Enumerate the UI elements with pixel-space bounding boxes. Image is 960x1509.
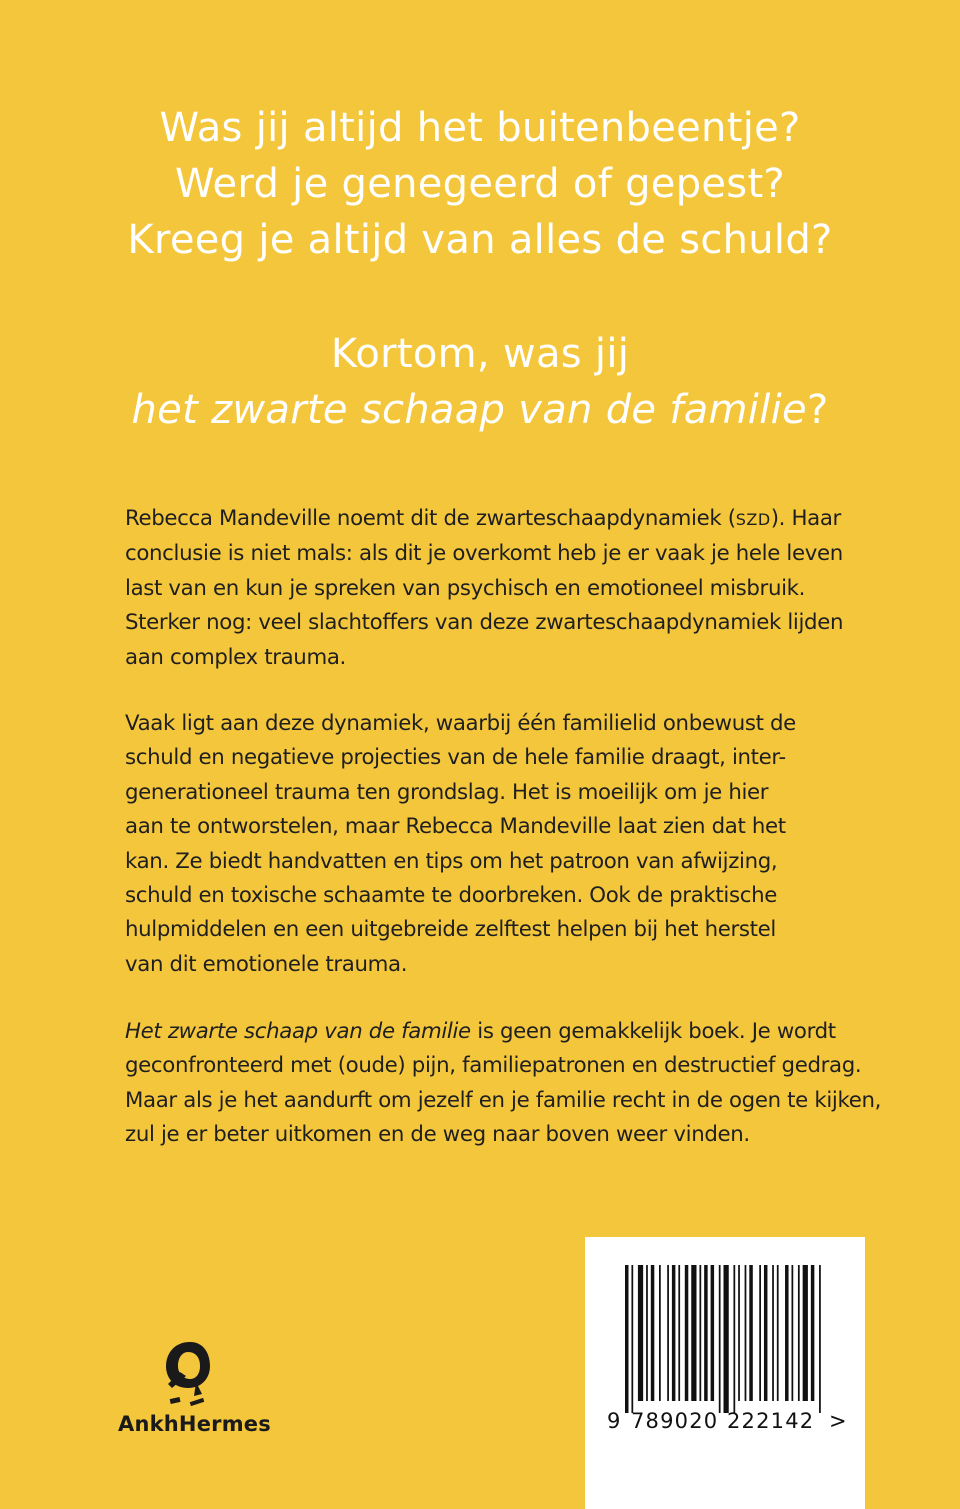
- paragraph-3-text: is geen gemakkelijk boek. Je wordt geconfronteerd met (oude) pijn, familiepatronen en destructief gedrag. Maar als je het aandurft om jezelf en je familie recht in de ogen te kijken, zul je er beter uitkomen en de weg naar boven weer vinden.: [125, 1019, 882, 1148]
- barcode-bar: [724, 1265, 729, 1413]
- publisher-logo: [118, 1338, 271, 1448]
- headline2-line-1: Kortom, was jij: [330, 331, 630, 377]
- barcode-bar: [745, 1265, 747, 1401]
- headline-line-3: Kreeg je altijd van alles de schuld?: [127, 217, 833, 263]
- paragraph-2-line: generationeel trauma ten grondslag. Het is moeilijk om je hier: [125, 779, 769, 805]
- barcode-bar: [646, 1265, 648, 1401]
- barcode-end-mark: >: [829, 1409, 847, 1433]
- paragraph-1: [125, 502, 885, 675]
- paragraph-3: [125, 1015, 885, 1153]
- paragraph-1-abbr: SZD: [735, 510, 771, 529]
- publisher-name: AnkhHermes: [118, 1412, 271, 1436]
- barcode-left-group: 789020: [631, 1409, 719, 1433]
- barcode-bar: [798, 1265, 800, 1401]
- paragraph-1-post: ). Haar conclusie is niet mals: als dit je overkomt heb je er vaak je hele leven last van en kun je spreken van psychisch en emotioneel misbruik. Sterker nog: veel slachtoffers van deze zwarteschaapdynamiek lijden aan complex trauma.: [125, 506, 844, 670]
- barcode-bar: [792, 1265, 794, 1401]
- barcode-bar: [667, 1265, 669, 1401]
- paragraph-2-line: aan te ontworstelen, maar Rebecca Mandeville laat zien dat het: [125, 814, 786, 840]
- barcode-bar: [704, 1265, 708, 1401]
- paragraph-1-pre: Rebecca Mandeville noemt dit de zwarteschaapdynamiek (: [125, 506, 736, 531]
- barcode-bar: [625, 1265, 629, 1413]
- barcode-bar: [803, 1265, 808, 1401]
- barcode-bar: [685, 1265, 689, 1401]
- headline2-question-mark: ?: [806, 387, 829, 433]
- paragraph-2-line: kan. Ze biedt handvatten en tips om het patroon van afwijzing,: [125, 848, 778, 874]
- barcode-bar: [691, 1265, 696, 1401]
- barcode-right-group: 222142: [727, 1409, 815, 1433]
- paragraph-2: [125, 707, 885, 982]
- barcode: [585, 1237, 865, 1509]
- ankhhermes-logo-icon: [160, 1338, 216, 1408]
- paragraph-3-book-title: Het zwarte schaap van de familie: [125, 1019, 471, 1044]
- barcode-bar: [759, 1265, 761, 1401]
- barcode-bar: [672, 1265, 676, 1401]
- barcode-bar: [678, 1265, 680, 1401]
- barcode-bar: [749, 1265, 753, 1401]
- paragraph-2-line: hulpmiddelen en een uitgebreide zelftest helpen bij het herstel: [125, 917, 776, 943]
- book-title-italic: het zwarte schaap van de familie: [131, 387, 807, 433]
- barcode-bar: [631, 1265, 633, 1413]
- barcode-bar: [764, 1265, 768, 1401]
- headline-conclusion: [0, 326, 960, 438]
- barcode-bar: [699, 1265, 701, 1401]
- barcode-bar: [819, 1265, 821, 1413]
- barcode-bar: [777, 1265, 779, 1401]
- barcode-bar: [651, 1265, 655, 1401]
- barcode-bar: [811, 1265, 815, 1401]
- paragraph-2-line: schuld en toxische schaamte te doorbreken. Ook de praktische: [125, 883, 777, 909]
- barcode-bar: [785, 1265, 789, 1401]
- barcode-bar: [733, 1265, 735, 1413]
- barcode-bars: [625, 1265, 835, 1415]
- headline-questions: [0, 100, 960, 268]
- headline-line-2: Werd je genegeerd of gepest?: [175, 161, 785, 207]
- barcode-bar: [738, 1265, 740, 1401]
- barcode-bar: [772, 1265, 774, 1401]
- barcode-bar: [638, 1265, 643, 1401]
- barcode-bar: [711, 1265, 715, 1401]
- barcode-first-digit: 9: [607, 1409, 621, 1433]
- headline-line-1: Was jij altijd het buitenbeentje?: [159, 105, 801, 151]
- barcode-bar: [659, 1265, 661, 1401]
- paragraph-2-line: schuld en negatieve projecties van de hele familie draagt, inter-: [125, 745, 786, 771]
- barcode-bar: [719, 1265, 721, 1413]
- paragraph-2-line: Vaak ligt aan deze dynamiek, waarbij één familielid onbewust de: [125, 711, 796, 736]
- headline2-line-2: [0, 382, 960, 438]
- paragraph-2-line: van dit emotionele trauma.: [125, 951, 408, 977]
